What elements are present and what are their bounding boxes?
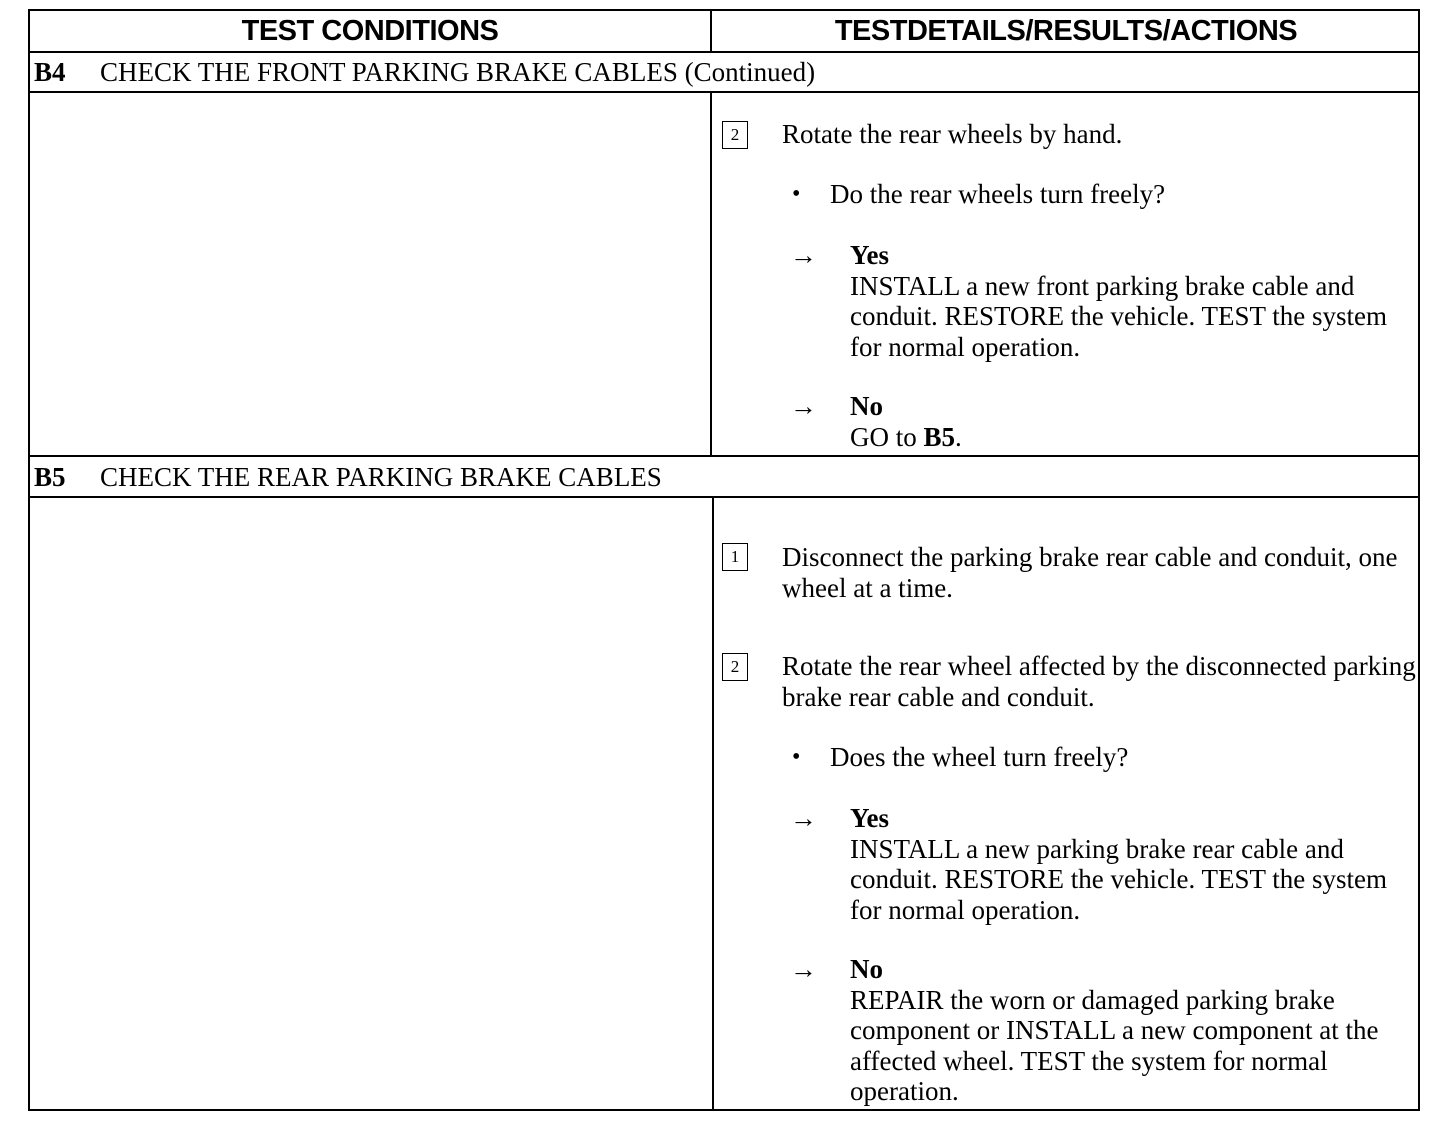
b5-step-id: B5 — [34, 461, 66, 492]
header-test-conditions: TEST CONDITIONS — [241, 14, 499, 47]
b4-no-answer — [850, 391, 1410, 452]
b5-yes-text: INSTALL a new parking brake rear cable and conduit. RESTORE the vehicle. TEST the system for normal operation. — [850, 833, 1387, 925]
b5-step-title — [34, 458, 662, 496]
b5-step1-number-box: 1 — [722, 543, 748, 571]
b4-end-divider — [28, 455, 1420, 457]
b4-details-cell — [714, 93, 1414, 455]
b4-no-label: No — [850, 391, 883, 421]
b5-details-cell — [714, 498, 1414, 1110]
b4-step2-instruction: Rotate the rear wheels by hand. — [782, 119, 1123, 149]
bullet-icon: • — [792, 744, 801, 770]
b4-column-divider — [710, 91, 712, 456]
b4-yes-text: INSTALL a new front parking brake cable and conduit. RESTORE the vehicle. TEST the system for normal operation. — [850, 270, 1387, 362]
b5-no-answer — [850, 954, 1410, 1107]
right-arrow-icon: → — [790, 803, 817, 833]
b4-step2-question: Do the rear wheels turn freely? — [830, 179, 1166, 209]
b5-no-label: No — [850, 954, 883, 984]
right-arrow-icon: → — [790, 954, 817, 984]
b4-step-title-text: CHECK THE FRONT PARKING BRAKE CABLES (Continued) — [100, 56, 816, 87]
b5-step2-number-box: 2 — [722, 653, 748, 681]
b4-no-text-prefix: GO to — [850, 421, 924, 452]
b4-step2-number-box: 2 — [722, 121, 748, 149]
b5-yes-label: Yes — [850, 803, 889, 833]
b4-yes-answer — [850, 240, 1410, 362]
b5-step1-instruction: Disconnect the parking brake rear cable and conduit, one wheel at a time. — [782, 542, 1398, 603]
b4-no-text-ref: B5 — [923, 421, 956, 452]
header-test-details: TESTDETAILS/RESULTS/ACTIONS — [834, 14, 1298, 47]
right-arrow-icon: → — [790, 391, 817, 421]
b5-no-text: REPAIR the worn or damaged parking brake component or INSTALL a new component at the affected wheel. TEST the system for normal operation. — [850, 984, 1379, 1106]
b4-yes-label: Yes — [850, 240, 889, 270]
b5-step2-question: Does the wheel turn freely? — [830, 742, 1129, 772]
b5-step2-instruction: Rotate the rear wheel affected by the disconnected parking brake rear cable and conduit. — [782, 651, 1416, 712]
bullet-icon: • — [792, 181, 801, 207]
b4-step-title — [34, 53, 815, 91]
right-arrow-icon: → — [790, 240, 817, 270]
b4-step-id: B4 — [34, 56, 66, 87]
b4-no-text-suffix: . — [955, 421, 962, 452]
diagnostic-table — [28, 9, 1420, 1111]
b5-step-title-text: CHECK THE REAR PARKING BRAKE CABLES — [100, 461, 662, 492]
b5-yes-answer — [850, 803, 1410, 925]
